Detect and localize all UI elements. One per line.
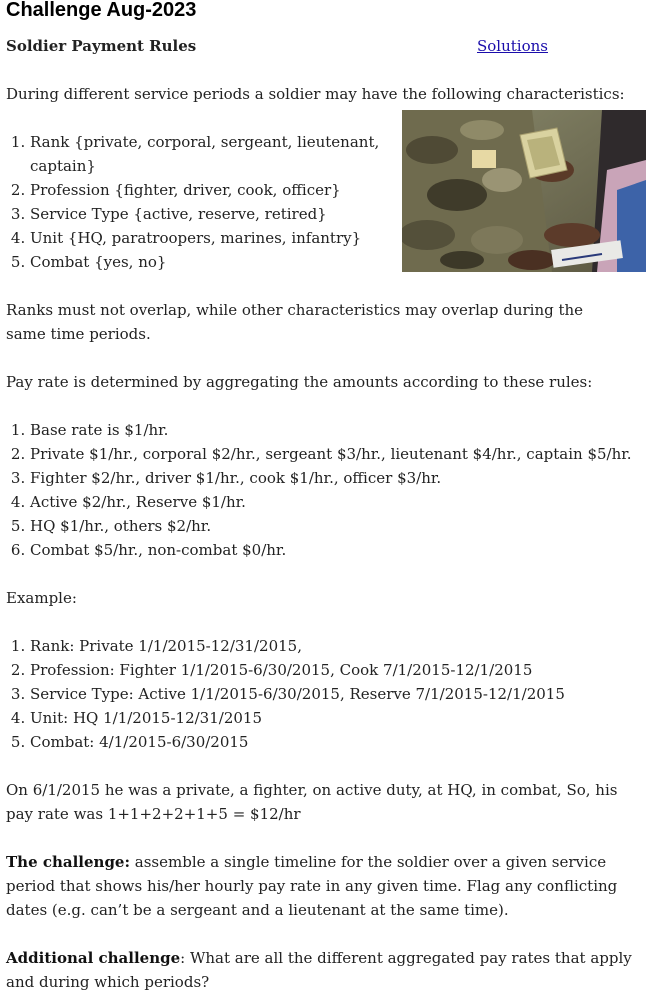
list-item: 2. Profession: Fighter 1/1/2015-6/30/2015, Cook 7/1/2015-12/1/2015	[30, 658, 658, 682]
list-item: 3. Fighter $2/hr., driver $1/hr., cook $1/hr., officer $3/hr.	[30, 466, 658, 490]
list-item: 1. Base rate is $1/hr.	[30, 418, 658, 442]
additional-challenge-text: : What are all the different aggregated pay rates that apply and during which periods?	[6, 949, 632, 991]
example-list	[6, 634, 658, 754]
list-item: 5. HQ $1/hr., others $2/hr.	[30, 514, 658, 538]
list-item: 3. Service Type {active, reserve, retired}	[30, 202, 380, 226]
additional-challenge-label: Additional challenge	[6, 949, 181, 967]
payrate-intro: Pay rate is determined by aggregating the amounts according to these rules:	[6, 373, 593, 391]
challenge-label: The challenge:	[6, 853, 131, 871]
list-item: 2. Profession {fighter, driver, cook, officer}	[30, 178, 380, 202]
list-item: 3. Service Type: Active 1/1/2015-6/30/2015, Reserve 7/1/2015-12/1/2015	[30, 682, 658, 706]
list-item: 5. Combat: 4/1/2015-6/30/2015	[30, 730, 658, 754]
list-item: 4. Unit {HQ, paratroopers, marines, infantry}	[30, 226, 380, 250]
solutions-link[interactable]: Solutions	[477, 37, 548, 55]
list-item: 6. Combat $5/hr., non-combat $0/hr.	[30, 538, 658, 562]
list-item: 1. Rank {private, corporal, sergeant, lieutenant, captain}	[30, 130, 380, 178]
page-subtitle: Soldier Payment Rules	[6, 37, 197, 55]
example-result: On 6/1/2015 he was a private, a fighter, on active duty, at HQ, in combat, So, his pay rate was 1+1+2+2+1+5 = $12/hr	[6, 781, 618, 823]
intro-paragraph: During different service periods a soldier may have the following characteristics:	[6, 85, 625, 103]
list-item: 1. Rank: Private 1/1/2015-12/31/2015,	[30, 634, 658, 658]
example-label: Example:	[6, 589, 77, 607]
list-item: 4. Active $2/hr., Reserve $1/hr.	[30, 490, 658, 514]
soldier-payment-photo	[402, 110, 646, 272]
list-item: 5. Combat {yes, no}	[30, 250, 380, 274]
page-title: Challenge Aug-2023	[6, 0, 197, 21]
list-item: 2. Private $1/hr., corporal $2/hr., sergeant $3/hr., lieutenant $4/hr., captain $5/hr.	[30, 442, 658, 466]
challenge-text: assemble a single timeline for the soldier over a given service period that shows his/her hourly pay rate in any given time. Flag any conflicting dates (e.g. can’t be a sergeant and a lieutenant at the same time).	[6, 853, 618, 919]
characteristics-list	[6, 130, 380, 274]
payrate-rules-list	[6, 418, 658, 562]
challenge-paragraph	[6, 850, 646, 922]
additional-challenge-paragraph	[6, 946, 646, 994]
list-item: 4. Unit: HQ 1/1/2015-12/31/2015	[30, 706, 658, 730]
overlap-note: Ranks must not overlap, while other characteristics may overlap during the same time periods.	[6, 301, 584, 343]
